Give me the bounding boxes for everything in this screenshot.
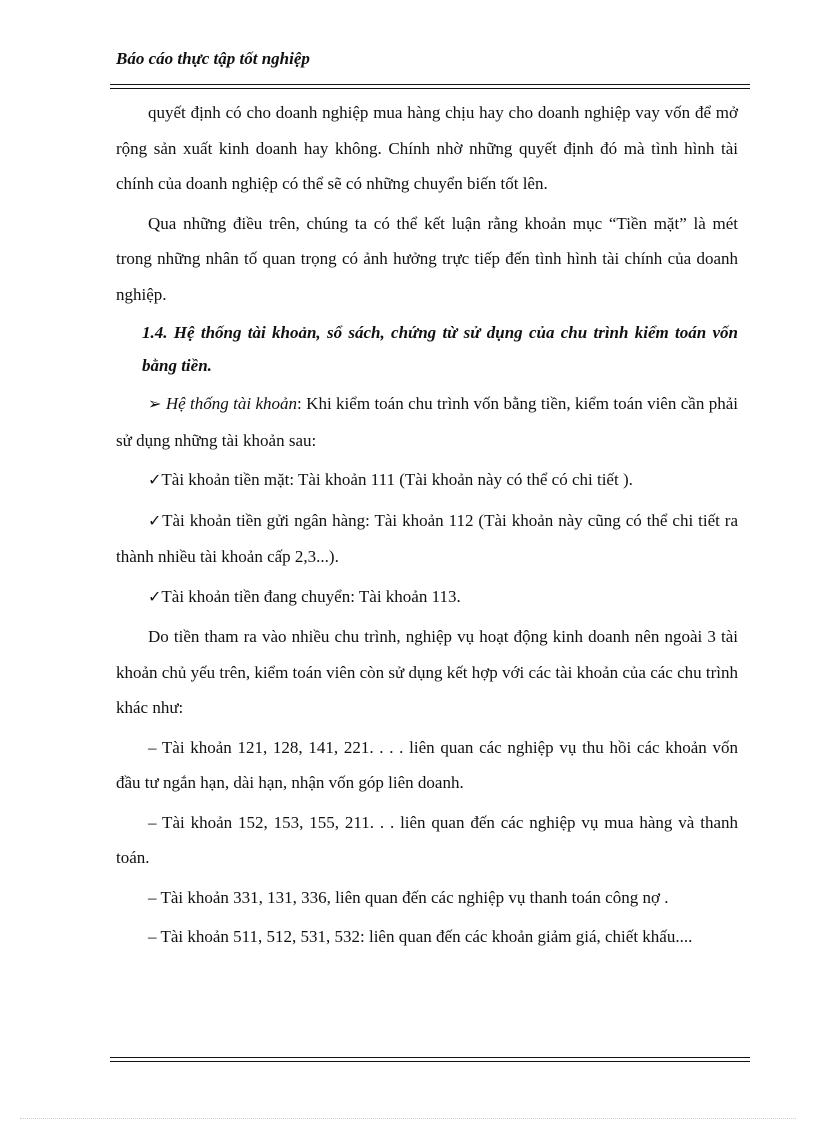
check-item xyxy=(116,503,738,575)
header-divider xyxy=(110,84,750,89)
page-edge-line xyxy=(20,1118,796,1119)
paragraph-1: quyết định có cho doanh nghiệp mua hàng chịu hay cho doanh nghiệp vay vốn để mở rộng sản xuất kinh doanh hay không. Chính nhờ những quyết định đó mà tình hình tài chính của doanh nghiệp có thể sẽ có những chuyển biến tốt lên. xyxy=(116,103,738,193)
dash-item: – Tài khoản 152, 153, 155, 211. . . liên quan đến các nghiệp vụ mua hàng và thanh toán. xyxy=(116,812,738,867)
checkmark-icon: ✓ xyxy=(148,512,163,530)
page-header-title: Báo cáo thực tập tốt nghiệp xyxy=(116,49,310,68)
arrow-bullet-icon: ➢ xyxy=(148,396,162,413)
paragraph-2: Qua những điều trên, chúng ta có thể kết luận rằng khoản mục “Tiền mặt” là mét trong những nhân tố quan trọng có ảnh hưởng trực tiếp đến tình hình tài chính của doanh nghiệp. xyxy=(116,213,738,304)
account-system-label: Hệ thống tài khoản xyxy=(165,394,298,413)
check-item-text: Tài khoản tiền mặt: Tài khoản 111 (Tài khoản này có thể có chi tiết ). xyxy=(161,470,633,489)
check-item xyxy=(116,462,738,499)
dash-item: – Tài khoản 121, 128, 141, 221. . . . liên quan các nghiệp vụ thu hồi các khoản vốn đầu tư ngắn hạn, dài hạn, nhận vốn góp liên doanh. xyxy=(116,737,738,792)
paragraph-3: Do tiền tham ra vào nhiều chu trình, nghiệp vụ hoạt động kinh doanh nên ngoài 3 tài khoản chủ yếu trên, kiểm toán viên còn sử dụng kết hợp với các tài khoản của các chu trình khác như: xyxy=(116,627,738,717)
dash-item: – Tài khoản 331, 131, 336, liên quan đến các nghiệp vụ thanh toán công nợ . xyxy=(148,887,669,907)
page-body xyxy=(116,95,738,959)
check-item-text: Tài khoản tiền gửi ngân hàng: Tài khoản 112 (Tài khoản này cũng có thể chi tiết ra thành nhiều tài khoản cấp 2,3...). xyxy=(116,510,739,566)
checkmark-icon: ✓ xyxy=(148,588,162,606)
section-heading: 1.4. Hệ thống tài khoản, sổ sách, chứng từ sử dụng của chu trình kiểm toán vốn bằng tiền. xyxy=(142,323,738,375)
dash-item: – Tài khoản 511, 512, 531, 532: liên quan đến các khoản giảm giá, chiết khấu.... xyxy=(148,927,693,946)
account-system-intro xyxy=(116,386,738,458)
check-item-text: Tài khoản tiền đang chuyển: Tài khoản 113. xyxy=(161,586,461,606)
check-item xyxy=(116,579,738,616)
footer-divider xyxy=(110,1057,750,1062)
checkmark-icon: ✓ xyxy=(148,472,162,489)
account-system-text: : Khi kiểm toán chu trình vốn bằng tiền, kiểm toán viên cần phải sử dụng những tài khoản sau: xyxy=(116,394,739,450)
